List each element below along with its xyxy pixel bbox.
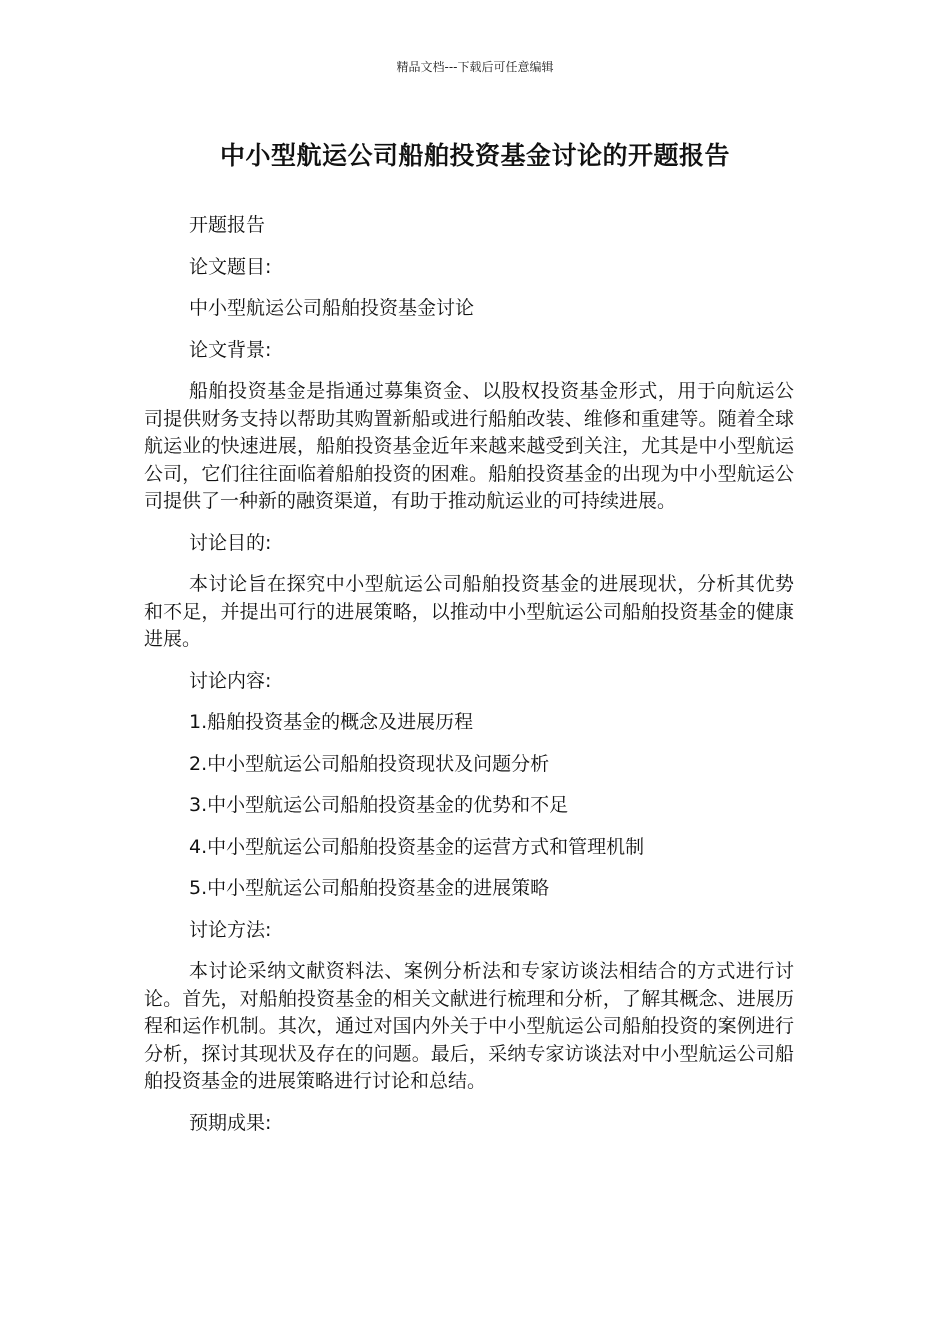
paragraph-purpose: 本讨论旨在探究中小型航运公司船舶投资基金的进展现状，分析其优势和不足，并提出可行的进展策略，以推动中小型航运公司船舶投资基金的健康进展。 [144,573,794,650]
paragraph-method-label: 讨论方法: [189,918,272,941]
paragraph-content-label: 讨论内容: [189,669,272,692]
paragraph-purpose-label: 讨论目的: [189,531,272,554]
paragraph-expected-results-label: 预期成果: [189,1111,272,1134]
paragraph-thesis-topic-label: 论文题目: [189,255,272,278]
document-body [144,212,794,1151]
paragraph-report-label: 开题报告 [189,214,266,236]
list-item-content-1: 1.船舶投资基金的概念及进展历程 [189,711,474,733]
header-note: 精品文档---下载后可任意编辑 [396,60,554,74]
list-item-content-3: 3.中小型航运公司船舶投资基金的优势和不足 [189,794,569,816]
paragraph-background: 船舶投资基金是指通过募集资金、以股权投资基金形式，用于向航运公司提供财务支持以帮助其购置新船或进行船舶改装、维修和重建等。随着全球航运业的快速进展，船舶投资基金近年来越来越受到关注，尤其是中小型航运公司，它们往往面临着船舶投资的困难。船舶投资基金的出现为中小型航运公司提供了一种新的融资渠道，有助于推动航运业的可持续进展。 [144,380,794,512]
paragraph-thesis-topic: 中小型航运公司船舶投资基金讨论 [189,297,475,319]
list-item-content-2: 2.中小型航运公司船舶投资现状及问题分析 [189,752,550,775]
document-title: 中小型航运公司船舶投资基金讨论的开题报告 [219,141,730,170]
list-item-content-5: 5.中小型航运公司船舶投资基金的进展策略 [189,877,550,899]
paragraph-background-label: 论文背景: [189,338,272,361]
paragraph-method: 本讨论采纳文献资料法、案例分析法和专家访谈法相结合的方式进行讨论。首先，对船舶投资基金的相关文献进行梳理和分析，了解其概念、进展历程和运作机制。其次，通过对国内外关于中小型航运公司船舶投资的案例进行分析，探讨其现状及存在的问题。最后，采纳专家访谈法对中小型航运公司船舶投资基金的进展策略进行讨论和总结。 [144,960,794,1092]
list-item-content-4: 4.中小型航运公司船舶投资基金的运营方式和管理机制 [189,835,645,858]
